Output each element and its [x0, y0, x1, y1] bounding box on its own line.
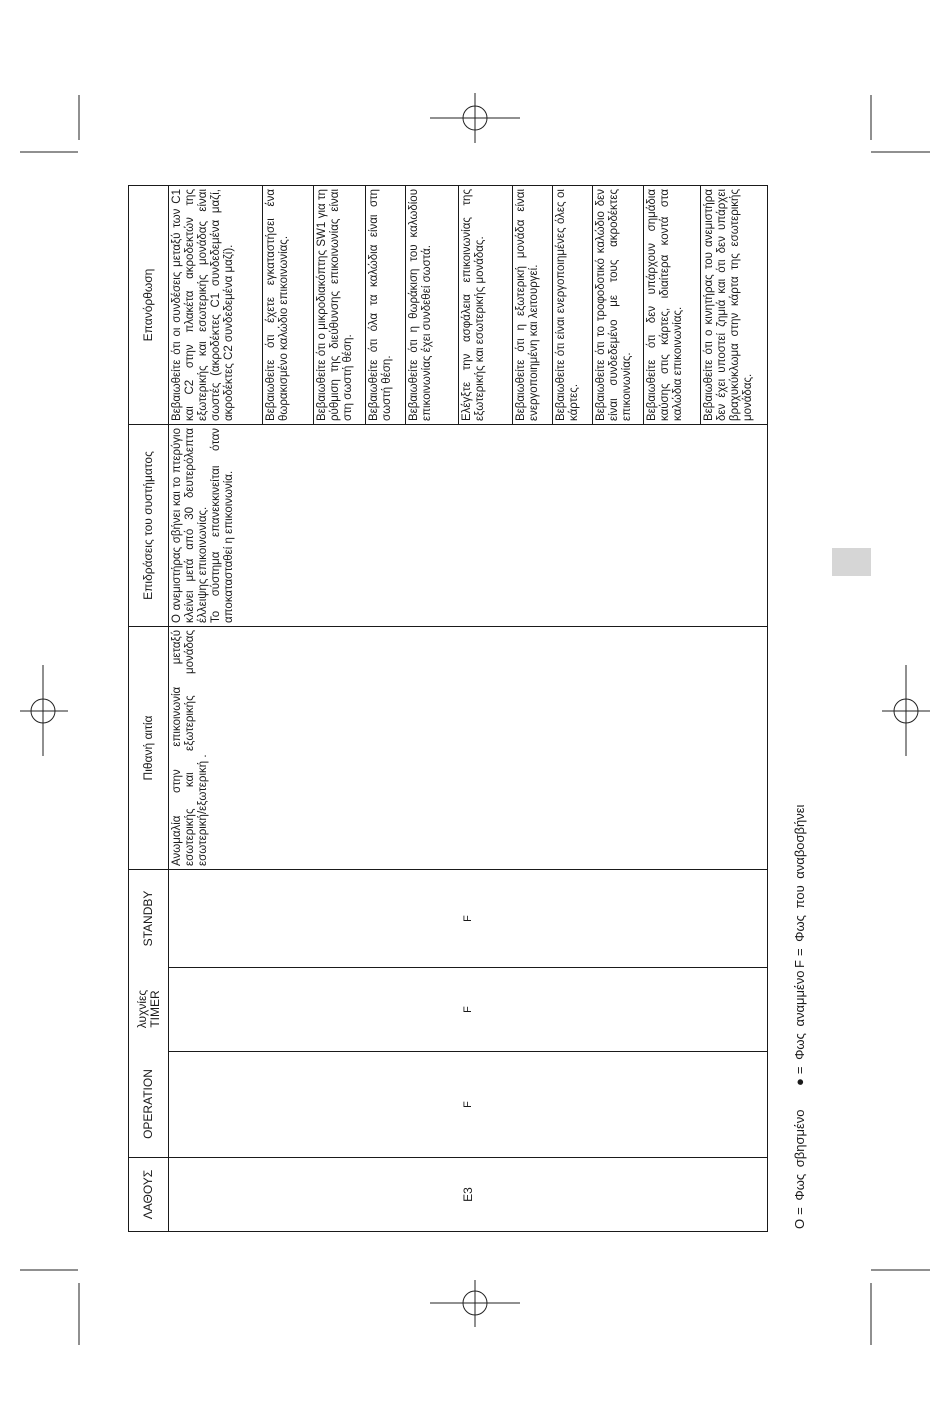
- lamp-legend: [792, 772, 808, 1232]
- crop-mark-bottom-right: [871, 1270, 930, 1345]
- remedy-item: Βεβαιωθείτε ότι είναι ενεργοποιημένες όλες οι κάρτες.: [553, 186, 592, 424]
- header-standby-label: STANDBY: [141, 890, 155, 947]
- effects-text: Ο ανεμιστήρας σβήνει και το πτερύγιο κλείνει μετά από 30 δευτερόλεπτα έλλειψης επικοινωνίας.: [171, 428, 209, 623]
- registration-mark-left: [20, 665, 68, 756]
- registration-mark-right: [882, 665, 930, 756]
- header-error: ΛΑΘΟΥΣ: [129, 1158, 168, 1231]
- remedy-item: Βεβαιωθείτε ότι δεν υπάρχουν σημάδια καύσης στις κάρτες, ιδιαίτερα κοντά στα καλώδια επικοινωνίας.: [644, 186, 700, 424]
- remedy-item: Ελέγξτε την ασφάλεια επικοινωνίας της εξωτερικής και εσωτερικής μονάδας.: [459, 186, 512, 424]
- crop-mark-top-right: [871, 95, 930, 152]
- effects-cell: [169, 425, 767, 626]
- legend-text: = Φως σβησμένο: [792, 1109, 807, 1215]
- header-standby: [129, 870, 168, 967]
- header-effects: Επιδράσεις του συστήματος: [129, 425, 168, 626]
- effects-text: Το σύστημα επανεκκινείται όταν αποκατασταθεί η επικοινωνία.: [210, 428, 235, 623]
- crop-mark-top-left: [20, 95, 79, 152]
- header-timer-label: TIMER: [147, 990, 162, 1028]
- remedy-item: Βεβαιωθείτε ότι όλα τα καλώδια είναι στη σωστή θέση.: [366, 186, 405, 424]
- legend-symbol: F: [792, 960, 807, 968]
- section-tab-marker: [832, 548, 871, 576]
- legend-item-blinking: [792, 805, 808, 968]
- remedy-item: Βεβαιωθείτε ότι έχετε εγκαταστήσει ένα θωρακισμένο καλώδιο επικοινωνίας.: [263, 186, 313, 424]
- remedy-item: Βεβαιωθείτε ότι οι συνδέσεις μεταξύ των C1 και C2 στην πλακέτα ακροδεκτών της εξωτερικής και εσωτερικής μονάδας είναι σωστές (ακροδέκτες C1 συνδεδεμένα μαζί, ακροδέκτες C2 συνδεδεμένα μαζί).: [169, 186, 262, 424]
- header-cause: Πιθανή αιτία: [129, 627, 168, 869]
- error-code: E3: [461, 1187, 475, 1202]
- cause-text: Ανωμαλία στην επικοινωνία μεταξύ εσωτερικής και εξωτερικής μονάδας εσωτερική/εξωτερική .: [171, 630, 209, 866]
- crop-mark-bottom-left: [20, 1270, 79, 1345]
- cause-cell: [169, 627, 767, 869]
- header-lamps: [129, 870, 168, 1157]
- operation-lamp-state: F: [462, 1101, 474, 1108]
- header-operation: [129, 1051, 168, 1157]
- header-timer: [129, 967, 168, 1051]
- troubleshooting-table: [128, 185, 768, 1232]
- registration-mark-bottom: [430, 1280, 520, 1327]
- registration-mark-top: [430, 93, 520, 143]
- legend-symbol: O: [792, 1218, 807, 1229]
- legend-item-on: [792, 971, 808, 1087]
- remedy-item: Βεβαιωθείτε ότι η θωράκιση του καλωδίου επικοινωνίας έχει συνδεθεί σωστά.: [406, 186, 458, 424]
- standby-lamp-cell: [169, 870, 767, 967]
- legend-text: = Φως αναμμένο: [792, 970, 807, 1075]
- remedy-item: Βεβαιωθείτε ότι ο κινητήρας του ανεμιστήρα δεν έχει υποστεί ζημιά και ότι δεν υπάρχει βραχυκύκλωμα στην κάρτα της εσωτερικής μονάδας.: [701, 186, 767, 424]
- legend-item-off: [792, 1110, 808, 1230]
- timer-lamp-cell: [169, 968, 767, 1051]
- standby-lamp-state: F: [462, 915, 474, 922]
- operation-lamp-cell: [169, 1052, 767, 1157]
- timer-lamp-state: F: [462, 1006, 474, 1013]
- legend-symbol: ●: [792, 1078, 807, 1086]
- legend-text: = Φως που αναβοσβήνει: [792, 804, 807, 957]
- remedy-item: Βεβαιωθείτε ότι ο μικροδιακόπτης SW1 για τη ρύθμιση της διεύθυνσης επικοινωνίας είναι στη σωστή θέση.: [314, 186, 365, 424]
- header-lamps-group-label: λυχνίες: [134, 989, 149, 1029]
- remedy-item: Βεβαιωθείτε ότι η εξωτερική μονάδα είναι ενεργοποιημένη και λειτουργεί.: [513, 186, 552, 424]
- table-grid: [128, 185, 768, 1232]
- header-operation-label: OPERATION: [141, 1069, 155, 1139]
- remedy-item: Βεβαιωθείτε ότι το τροφοδοτικό καλώδιο δεν είναι συνδεδεμένο με τους ακροδέκτες επικοινωνίας.: [593, 186, 643, 424]
- error-code-cell: [169, 1158, 767, 1231]
- header-remedy: Επανόρθωση: [129, 186, 168, 424]
